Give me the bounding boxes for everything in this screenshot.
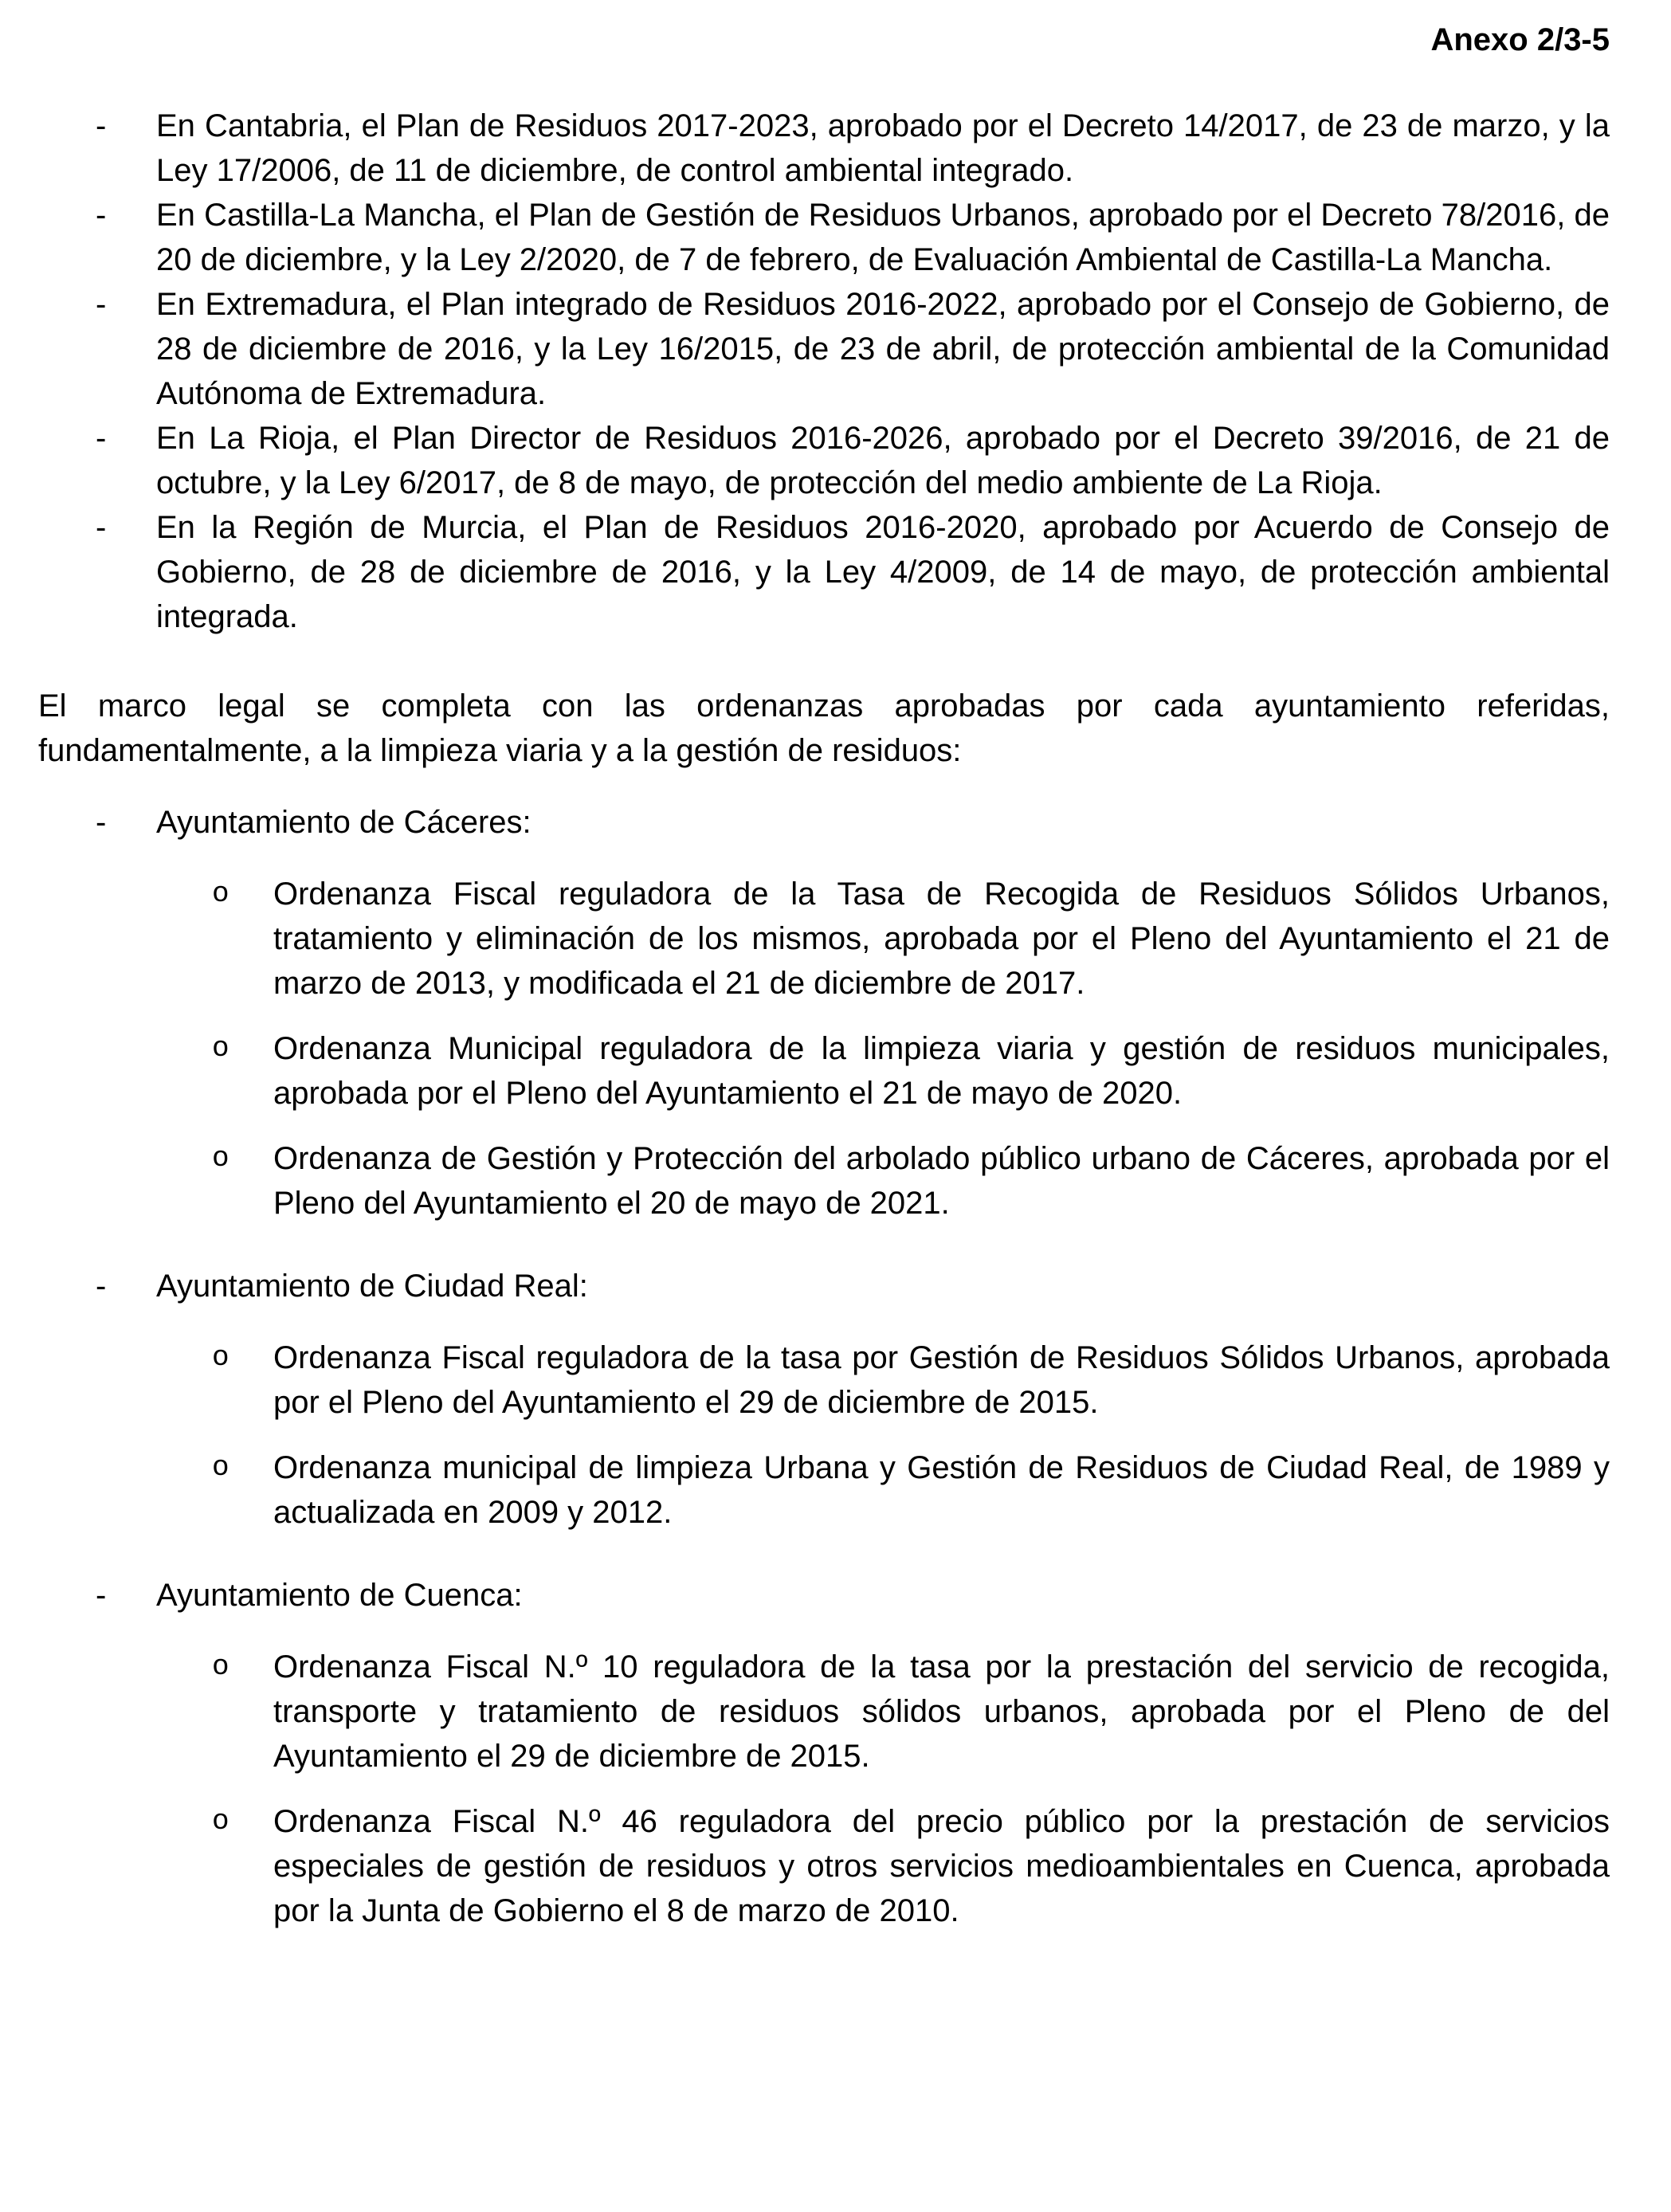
- dash-marker: -: [96, 287, 107, 322]
- ayuntamiento-name: Ayuntamiento de Ciudad Real:: [156, 1269, 588, 1304]
- circle-bullet-icon: o: [212, 1650, 229, 1683]
- list-item: [38, 1136, 1610, 1226]
- list-item: [38, 505, 1610, 639]
- dash-marker: -: [96, 108, 107, 143]
- ordenanza-text: Ordenanza Fiscal reguladora de la tasa por Gestión de Residuos Sólidos Urbanos, aprobada por el Pleno del Ayuntamiento el 29 de diciembre de 2015.: [273, 1340, 1610, 1420]
- document-page: [38, 18, 1610, 1971]
- dash-marker: -: [96, 805, 107, 840]
- circle-bullet-icon: o: [212, 1451, 229, 1484]
- list-item: [38, 193, 1610, 282]
- intro-paragraph: El marco legal se completa con las ordenanzas aprobadas por cada ayuntamiento referidas, fundamentalmente, a la limpieza viaria y a la gestión de residuos:: [38, 688, 1610, 768]
- ordenanza-text: Ordenanza Municipal reguladora de la limpieza viaria y gestión de residuos municipales, aprobada por el Pleno del Ayuntamiento el 21 de mayo de 2020.: [273, 1031, 1610, 1111]
- ordenanza-text: Ordenanza municipal de limpieza Urbana y Gestión de Residuos de Ciudad Real, de 1989 y actualizada en 2009 y 2012.: [273, 1450, 1610, 1530]
- circle-bullet-icon: o: [212, 877, 229, 910]
- ordenanzas-caceres-list: [38, 872, 1610, 1226]
- circle-bullet-icon: o: [212, 1805, 229, 1837]
- ordenanzas-cuenca-list: [38, 1645, 1610, 1933]
- list-item-text: En Castilla-La Mancha, el Plan de Gestión de Residuos Urbanos, aprobado por el Decreto 78/2016, de 20 de diciembre, y la Ley 2/2020, de 7 de febrero, de Evaluación Ambiental de Castilla-La Mancha.: [156, 198, 1610, 277]
- dash-marker: -: [96, 510, 107, 545]
- ordenanza-text: Ordenanza Fiscal reguladora de la Tasa de Recogida de Residuos Sólidos Urbanos, tratamiento y eliminación de los mismos, aprobada por el Pleno del Ayuntamiento el 21 de marzo de 2013, y modificada el 21 de diciembre de 2017.: [273, 877, 1610, 1001]
- dash-marker: -: [96, 1578, 107, 1613]
- list-item-text: En La Rioja, el Plan Director de Residuos 2016-2026, aprobado por el Decreto 39/2016, de 21 de octubre, y la Ley 6/2017, de 8 de mayo, de protección del medio ambiente de La Rioja.: [156, 421, 1610, 500]
- list-item: [38, 1335, 1610, 1425]
- list-item-text: En Cantabria, el Plan de Residuos 2017-2023, aprobado por el Decreto 14/2017, de 23 de marzo, y la Ley 17/2006, de 11 de diciembre, de control ambiental integrado.: [156, 108, 1610, 188]
- list-item: [38, 1799, 1610, 1933]
- list-item: [38, 282, 1610, 416]
- ordenanzas-ciudad-real-list: [38, 1335, 1610, 1535]
- ayuntamiento-ciudad-real: [38, 1264, 1610, 1308]
- dash-marker: -: [96, 1269, 107, 1304]
- ayuntamiento-caceres: [38, 800, 1610, 845]
- circle-bullet-icon: o: [212, 1341, 229, 1374]
- circle-bullet-icon: o: [212, 1032, 229, 1065]
- regional-plans-list: [38, 104, 1610, 639]
- list-item: [38, 872, 1610, 1006]
- circle-bullet-icon: o: [212, 1142, 229, 1175]
- ordenanza-text: Ordenanza Fiscal N.º 10 reguladora de la tasa por la prestación del servicio de recogida, transporte y tratamiento de residuos sólidos urbanos, aprobada por el Pleno de del Ayuntamiento el 29 de diciembre de 2015.: [273, 1649, 1610, 1774]
- ayuntamiento-name: Ayuntamiento de Cáceres:: [156, 805, 532, 840]
- ayuntamiento-cuenca: [38, 1573, 1610, 1618]
- list-item-text: En Extremadura, el Plan integrado de Residuos 2016-2022, aprobado por el Consejo de Gobierno, de 28 de diciembre de 2016, y la Ley 16/2015, de 23 de abril, de protección ambiental de la Comunidad Autónoma de Extremadura.: [156, 287, 1610, 411]
- list-item: [38, 1026, 1610, 1116]
- list-item: [38, 1445, 1610, 1535]
- ordenanza-text: Ordenanza Fiscal N.º 46 reguladora del precio público por la prestación de servicios especiales de gestión de residuos y otros servicios medioambientales en Cuenca, aprobada por la Junta de Gobierno el 8 de marzo de 2010.: [273, 1804, 1610, 1928]
- annex-label: Anexo 2/3-5: [1430, 22, 1610, 57]
- list-item: [38, 416, 1610, 505]
- ordenanza-text: Ordenanza de Gestión y Protección del arbolado público urbano de Cáceres, aprobada por el Pleno del Ayuntamiento el 20 de mayo de 2021.: [273, 1141, 1610, 1221]
- ayuntamiento-name: Ayuntamiento de Cuenca:: [156, 1578, 523, 1613]
- list-item: [38, 104, 1610, 193]
- list-item-text: En la Región de Murcia, el Plan de Residuos 2016-2020, aprobado por Acuerdo de Consejo de Gobierno, de 28 de diciembre de 2016, y la Ley 4/2009, de 14 de mayo, de protección ambiental integrada.: [156, 510, 1610, 634]
- dash-marker: -: [96, 198, 107, 233]
- dash-marker: -: [96, 421, 107, 456]
- list-item: [38, 1645, 1610, 1779]
